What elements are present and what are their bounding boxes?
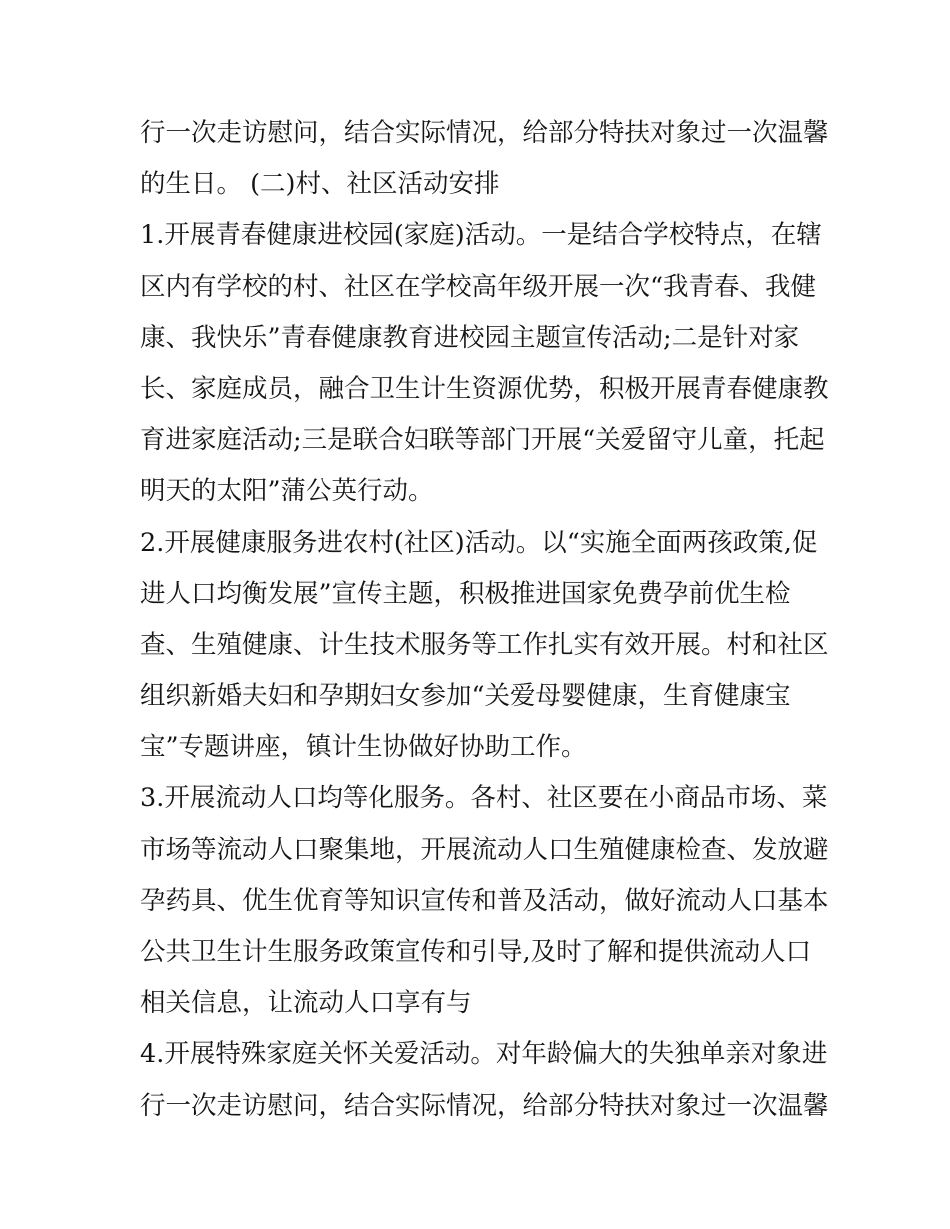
text-line: 组织新婚夫妇和孕期妇女参加“关爱母婴健康，生育健康宝	[140, 681, 791, 712]
text-line: 1.开展青春健康进校园(家庭)活动。一是结合学校特点，在辖	[140, 220, 822, 251]
text-line: 育进家庭活动;三是联合妇联等部门开展“关爱留守儿童，托起	[140, 425, 825, 456]
text-line: 相关信息，让流动人口享有与	[140, 988, 472, 1019]
text-line: 4.开展特殊家庭关怀关爱活动。对年龄偏大的失独单亲对象进	[140, 1039, 828, 1070]
text-line: 长、家庭成员，融合卫生计生资源优势，积极开展青春健康教	[140, 373, 829, 404]
text-line: 进人口均衡发展”宣传主题，积极推进国家免费孕前优生检	[140, 578, 791, 609]
text-line: 康、我快乐”青春健康教育进校园主题宣传活动;二是针对家	[140, 322, 800, 353]
text-line: 行一次走访慰问，结合实际情况，给部分特扶对象过一次温馨	[140, 1090, 829, 1121]
text-line: 行一次走访慰问，结合实际情况，给部分特扶对象过一次温馨	[140, 118, 829, 148]
text-line: 的生日。 (二)村、社区活动安排	[140, 169, 500, 200]
text-line: 孕药具、优生优育等知识宣传和普及活动，做好流动人口基本	[140, 885, 829, 916]
text-line: 公共卫生计生服务政策宣传和引导,及时了解和提供流动人口	[140, 937, 812, 967]
text-line: 2.开展健康服务进农村(社区)活动。以“实施全面两孩政策,促	[140, 527, 818, 558]
document-body	[140, 108, 829, 1132]
text-line: 3.开展流动人口均等化服务。各村、社区要在小商品市场、菜	[140, 783, 828, 814]
text-line: 市场等流动人口聚集地，开展流动人口生殖健康检查、发放避	[140, 834, 829, 865]
text-line: 宝”专题讲座，镇计生协做好协助工作。	[140, 732, 587, 763]
text-line: 查、生殖健康、计生技术服务等工作扎实有效开展。村和社区	[140, 629, 829, 660]
text-line: 明天的太阳”蒲公英行动。	[140, 476, 434, 507]
text-line: 区内有学校的村、社区在学校高年级开展一次“我青春、我健	[140, 271, 817, 302]
